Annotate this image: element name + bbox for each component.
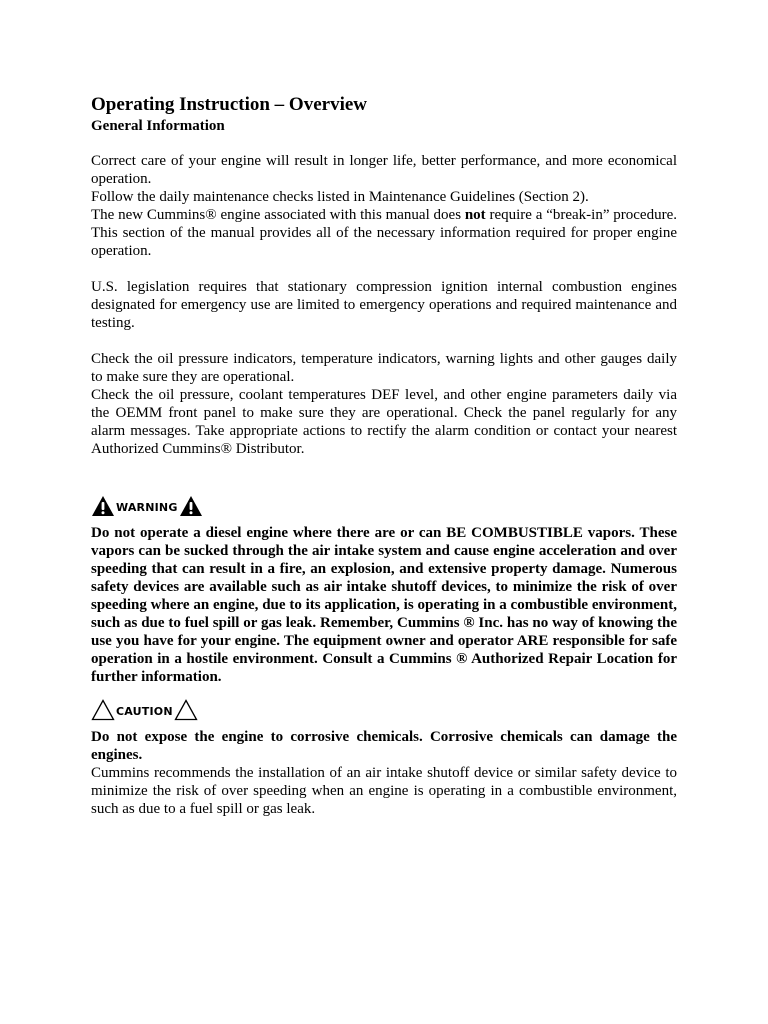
section-subtitle: General Information <box>91 118 225 134</box>
caution-sign <box>91 698 677 722</box>
document-page <box>91 94 677 818</box>
caution-text: Cummins recommends the installation of an air intake shutoff device or similar safety device to minimize the risk of over speeding when an engine is operating in a combustible environment, such as due to a fuel spill or gas leak. <box>91 765 677 817</box>
care-paragraph: Correct care of your engine will result in longer life, better performance, and more economical operation. <box>91 153 677 187</box>
break-in-emphasis: not <box>464 207 486 223</box>
caution-triangle-icon <box>174 699 198 721</box>
break-in-text-after: require a “break-in” procedure. This section of the manual provides all of the necessary information required for proper engine operation. <box>91 207 677 259</box>
caution-triangle-icon <box>91 699 115 721</box>
page-title: Operating Instruction – Overview <box>91 94 368 115</box>
warning-label: WARNING <box>116 501 178 514</box>
legislation-paragraph: U.S. legislation requires that stationary compression ignition internal combustion engines designated for emergency use are limited to emergency operations and required maintenance and testing. <box>91 279 677 331</box>
break-in-paragraph <box>91 206 677 260</box>
gauge-check-paragraph: Check the oil pressure indicators, temperature indicators, warning lights and other gauges daily to make sure they are operational. <box>91 351 677 385</box>
warning-triangle-icon <box>91 495 115 517</box>
caution-bold-text: Do not expose the engine to corrosive chemicals. Corrosive chemicals can damage the engines. <box>91 729 677 763</box>
warning-triangle-icon <box>179 495 203 517</box>
warning-text: Do not operate a diesel engine where there are or can BE COMBUSTIBLE vapors. These vapors can be sucked through the air intake system and cause engine acceleration and over speeding that can result in a fire, an explosion, and extensive property damage. Numerous safety devices are available such as air intake shutoff devices, to minimize the risk of over speeding where an engine, due to its application, is operating in a combustible environment, such as due to fuel spill or gas leak. Remember, Cummins ® Inc. has no way of knowing the use you have for your engine. The equipment owner and operator ARE responsible for safe operation in a hostile environment. Consult a Cummins ® Authorized Repair Location for further information. <box>91 525 677 685</box>
maintenance-paragraph: Follow the daily maintenance checks listed in Maintenance Guidelines (Section 2). <box>91 189 589 205</box>
panel-check-paragraph: Check the oil pressure, coolant temperatures DEF level, and other engine parameters daily via the OEMM front panel to make sure they are operational. Check the panel regularly for any alarm messages. Take appropriate actions to rectify the alarm condition or contact your nearest Authorized Cummins® Distributor. <box>91 387 677 457</box>
break-in-text-before: The new Cummins® engine associated with this manual does <box>91 207 465 223</box>
caution-label: CAUTION <box>116 705 173 718</box>
warning-sign <box>91 494 677 518</box>
